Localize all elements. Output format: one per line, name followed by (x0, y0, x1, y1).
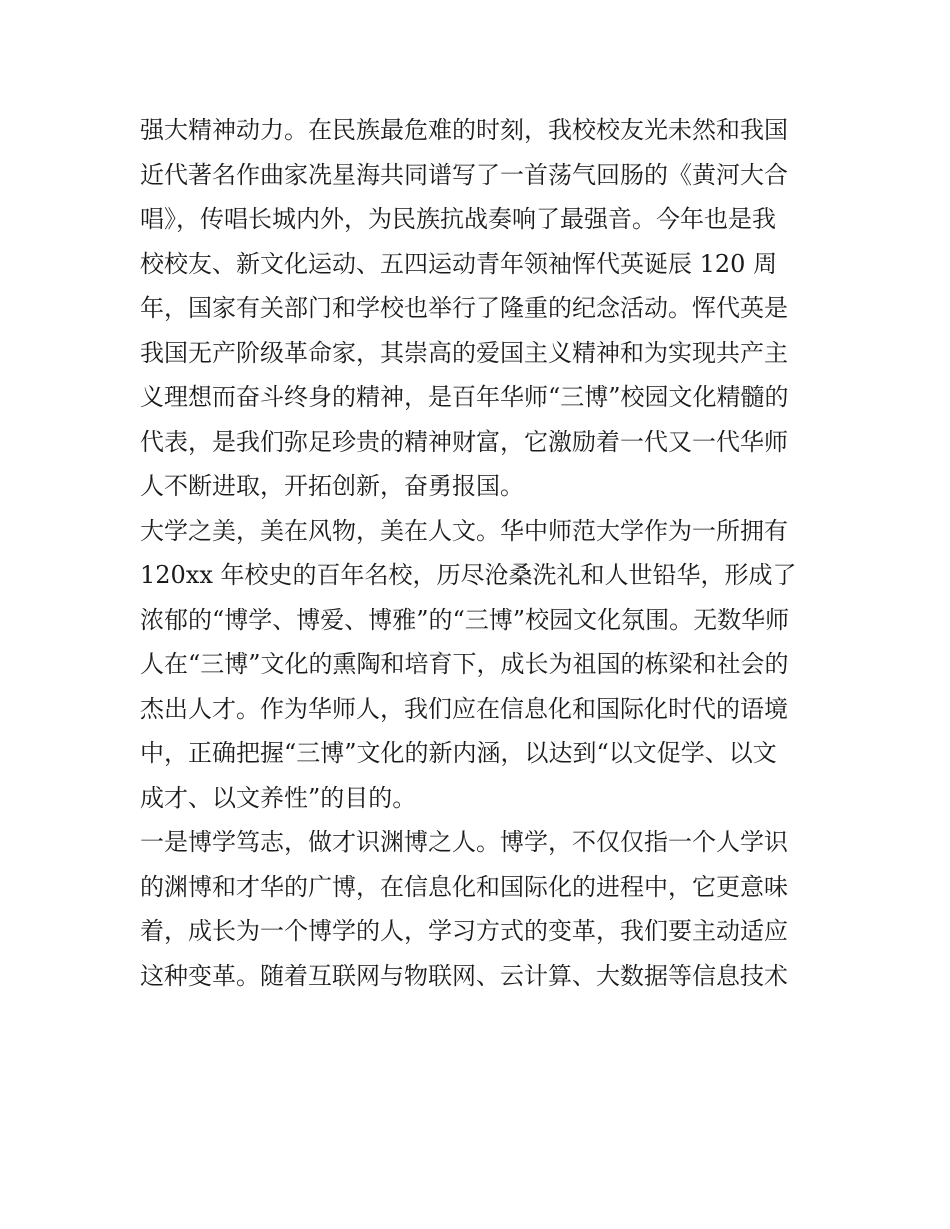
body-text (140, 108, 820, 998)
text-line: 强大精神动力。在民族最危难的时刻，我校校友光未然和我国 (140, 116, 788, 144)
text-line: 近代著名作曲家冼星海共同谱写了一首荡气回肠的《黄河大合 (140, 160, 788, 189)
text-line: 成才、以文养性”的目的。 (140, 783, 417, 812)
text-line: 人不断进取，开拓创新，奋勇报国。 (140, 472, 524, 500)
text-line: 唱》，传唱长城内外，为民族抗战奏响了最强音。今年也是我 (140, 205, 776, 233)
text-line: 人在“三博”文化的熏陶和培育下，成长为祖国的栋梁和社会的 (140, 650, 789, 678)
text-line: 一是博学笃志，做才识渊博之人。博学，不仅仅指一个人学识 (140, 828, 788, 856)
text-line: 校校友、新文化运动、五四运动青年领袖恽代英诞辰 120 周 (140, 249, 778, 278)
text-line: 浓郁的“博学、博爱、博雅”的“三博”校园文化氛围。无数华师 (140, 605, 790, 634)
text-line: 这种变革。随着互联网与物联网、云计算、大数据等信息技术 (140, 961, 788, 990)
text-line: 年，国家有关部门和学校也举行了隆重的纪念活动。恽代英是 (140, 294, 788, 322)
text-line: 120xx 年校史的百年名校，历尽沧桑洗礼和人世铅华，形成了 (140, 561, 797, 589)
text-line: 我国无产阶级革命家，其崇高的爱国主义精神和为实现共产主 (140, 338, 788, 367)
text-line: 大学之美，美在风物，美在人文。华中师范大学作为一所拥有 (140, 516, 788, 545)
text-line: 的渊博和才华的广博，在信息化和国际化的进程中，它更意味 (140, 872, 788, 901)
text-line: 杰出人才。作为华师人，我们应在信息化和国际化时代的语境 (140, 694, 788, 723)
text-line: 义理想而奋斗终身的精神，是百年华师“三博”校园文化精髓的 (140, 383, 789, 411)
text-line: 中，正确把握“三博”文化的新内涵，以达到“以文促学、以文 (140, 739, 777, 767)
text-line: 着，成长为一个博学的人，学习方式的变革，我们要主动适应 (140, 917, 788, 945)
text-line: 代表，是我们弥足珍贵的精神财富，它激励着一代又一代华师 (140, 427, 788, 456)
